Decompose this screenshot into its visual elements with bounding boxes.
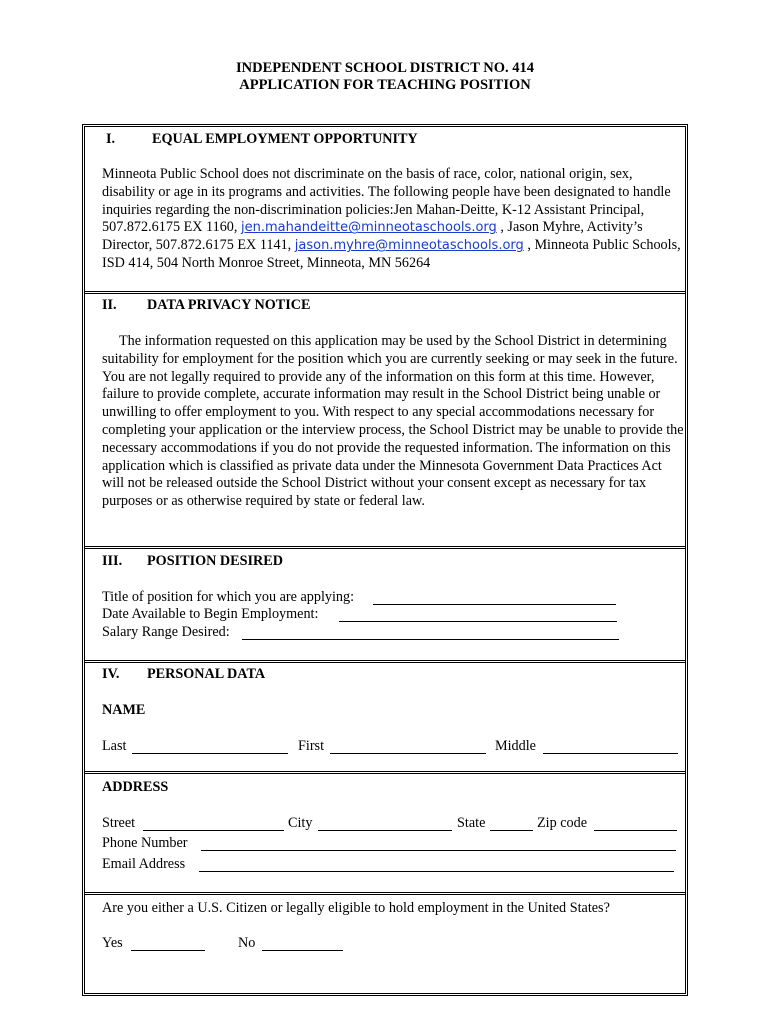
section-divider: [85, 660, 685, 663]
section-divider: [85, 892, 685, 895]
date-available-field[interactable]: [339, 610, 617, 622]
section-divider: [85, 771, 685, 774]
section-1-number: I.: [106, 131, 116, 147]
section-3-title: POSITION DESIRED: [147, 553, 284, 569]
last-name-label: Last: [102, 738, 127, 754]
section-4-title: PERSONAL DATA: [147, 666, 266, 682]
name-heading: NAME: [102, 702, 146, 718]
section-3-number: III.: [102, 553, 123, 569]
street-field[interactable]: [143, 819, 284, 831]
section-divider: [85, 546, 685, 549]
city-field[interactable]: [318, 819, 452, 831]
state-label: State: [457, 815, 486, 831]
salary-range-label: Salary Range Desired:: [102, 624, 230, 640]
no-label: No: [238, 935, 256, 951]
middle-name-label: Middle: [495, 738, 536, 754]
section-divider: [85, 291, 685, 294]
phone-field[interactable]: [201, 839, 676, 851]
state-field[interactable]: [490, 819, 533, 831]
yes-field[interactable]: [131, 939, 205, 951]
street-label: Street: [102, 815, 136, 831]
phone-label: Phone Number: [102, 835, 188, 851]
no-field[interactable]: [262, 939, 343, 951]
position-title-label: Title of position for which you are applying:: [102, 589, 355, 605]
position-title-field[interactable]: [373, 593, 616, 605]
salary-range-field[interactable]: [242, 628, 619, 640]
section-1-title: EQUAL EMPLOYMENT OPPORTUNITY: [152, 131, 418, 147]
address-heading: ADDRESS: [102, 779, 169, 795]
section-1-text: [102, 166, 687, 273]
citizenship-question: Are you either a U.S. Citizen or legally eligible to hold employment in the United States?: [102, 900, 610, 916]
email-field[interactable]: [199, 860, 674, 872]
middle-name-field[interactable]: [543, 742, 678, 754]
document-subtitle: APPLICATION FOR TEACHING POSITION: [239, 77, 531, 93]
eeo-text-c: , Minneota Public Schools, ISD 414, 504 North Monroe Street, Minneota, MN 56264: [102, 237, 681, 271]
email-link-jen[interactable]: jen.mahandeitte@minneotaschools.org: [240, 220, 497, 236]
city-label: City: [288, 815, 313, 831]
section-2-number: II.: [102, 297, 117, 313]
eeo-text-a: Minneota Public School does not discriminate on the basis of race, color, national origin, sex, disability or age in its programs and activities. The following people have been designated to handle inquiries regarding the non-discrimination policies:Jen Mahan-Deitte, K-12 Assistant Principal, 507.872.6175 EX 1160,: [102, 166, 671, 236]
first-name-label: First: [298, 738, 325, 754]
last-name-field[interactable]: [132, 742, 288, 754]
zip-label: Zip code: [537, 815, 588, 831]
document-title: INDEPENDENT SCHOOL DISTRICT NO. 414: [236, 60, 534, 76]
zip-field[interactable]: [594, 819, 677, 831]
email-label: Email Address: [102, 856, 186, 872]
section-4-number: IV.: [102, 666, 120, 682]
section-2-text: [102, 333, 687, 511]
privacy-text: The information requested on this application may be used by the School District in determining suitability for employment for the position which you are currently seeking or may seek in the future. You are not legally required to provide any of the information on this form at this time. However, failure to provide complete, accurate information may result in the School District being unable or unwilling to offer employment to you. With respect to any special accommodations necessary for completing your application or the interview process, the School District may be unable to provide the necessary accommodations if you do not provide the requested information. The information on this application which is classified as private data under the Minnesota Government Data Practices Act will not be released outside the School District without your consent except as necessary for tax purposes or as otherwise required by state or federal law.: [102, 333, 684, 510]
first-name-field[interactable]: [330, 742, 486, 754]
email-link-jason[interactable]: jason.myhre@minneotaschools.org: [294, 238, 524, 254]
date-available-label: Date Available to Begin Employment:: [102, 606, 319, 622]
section-2-title: DATA PRIVACY NOTICE: [147, 297, 311, 313]
eeo-text-b: , Jason Myhre, Activity’s Director, 507.872.6175 EX 1141,: [102, 219, 643, 254]
yes-label: Yes: [102, 935, 123, 951]
